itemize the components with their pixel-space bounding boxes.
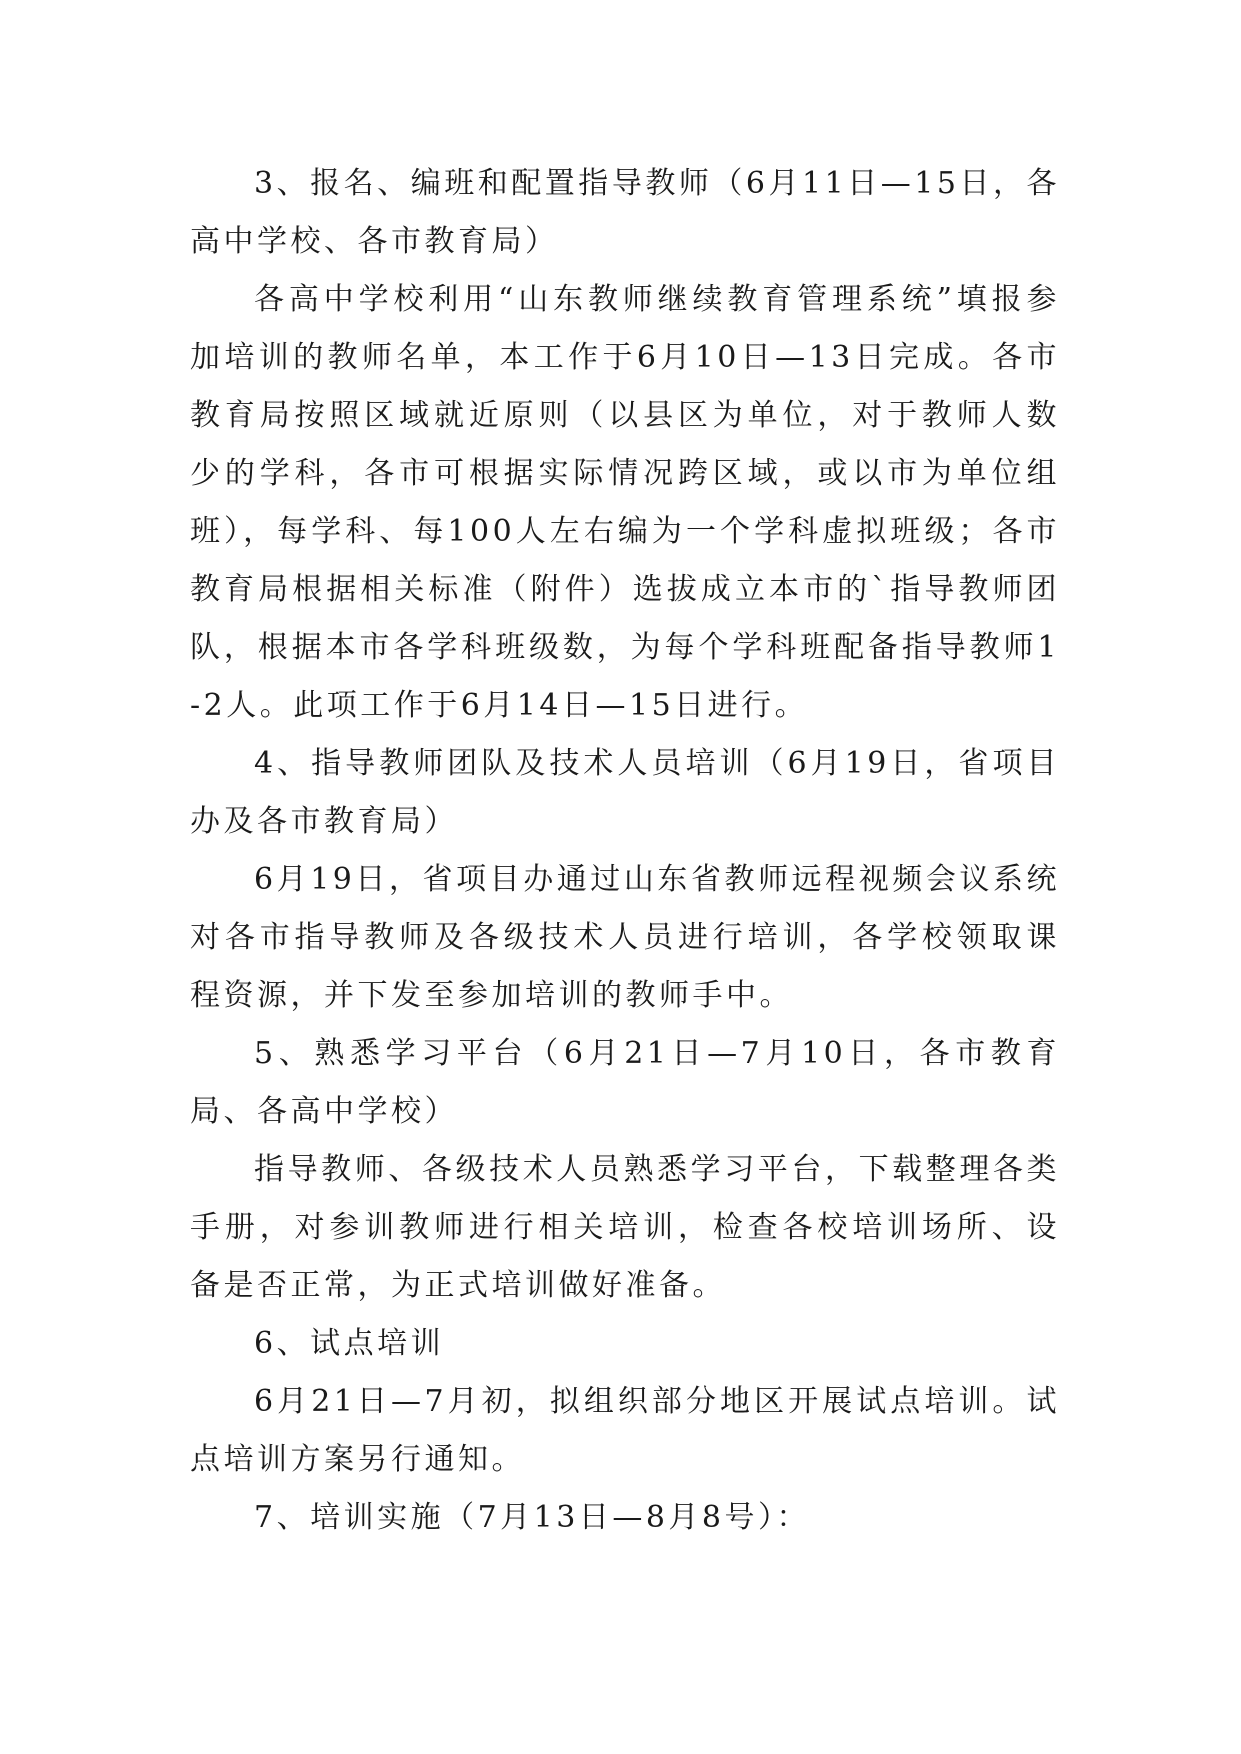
section-heading-3: 3、报名、编班和配置指导教师（6月11日—15日，各高中学校、各市教育局） (190, 166, 1060, 259)
body-paragraph: 各高中学校利用“山东教师继续教育管理系统”填报参加培训的教师名单，本工作于6月10日—13日完成。各市教育局按照区域就近原则（以县区为单位，对于教师人数少的学科，各市可根据实际情况跨区域，或以市为单位组班），每学科、每100人左右编为一个学科虚拟班级；各市教育局根据相关标准（附件）选拔成立本市的`指导教师团队，根据本市各学科班级数，为每个学科班配备指导教师1-2人。此项工作于6月14日—15日进行。 (190, 282, 1060, 723)
section-heading-5: 5、熟悉学习平台（6月21日—7月10日，各市教育局、各高中学校） (190, 1036, 1060, 1129)
document-page (190, 155, 1060, 1547)
section-heading-6: 6、试点培训 (254, 1326, 445, 1361)
section-heading-4: 4、指导教师团队及技术人员培训（6月19日，省项目办及各市教育局） (190, 746, 1060, 839)
body-paragraph: 6月21日—7月初，拟组织部分地区开展试点培训。试点培训方案另行通知。 (190, 1384, 1060, 1477)
body-paragraph: 指导教师、各级技术人员熟悉学习平台，下载整理各类手册，对参训教师进行相关培训，检查各校培训场所、设备是否正常，为正式培训做好准备。 (190, 1152, 1060, 1303)
body-paragraph: 6月19日，省项目办通过山东省教师远程视频会议系统对各市指导教师及各级技术人员进行培训，各学校领取课程资源，并下发至参加培训的教师手中。 (190, 862, 1060, 1013)
section-heading-7: 7、培训实施（7月13日—8月8号）： (254, 1500, 811, 1535)
